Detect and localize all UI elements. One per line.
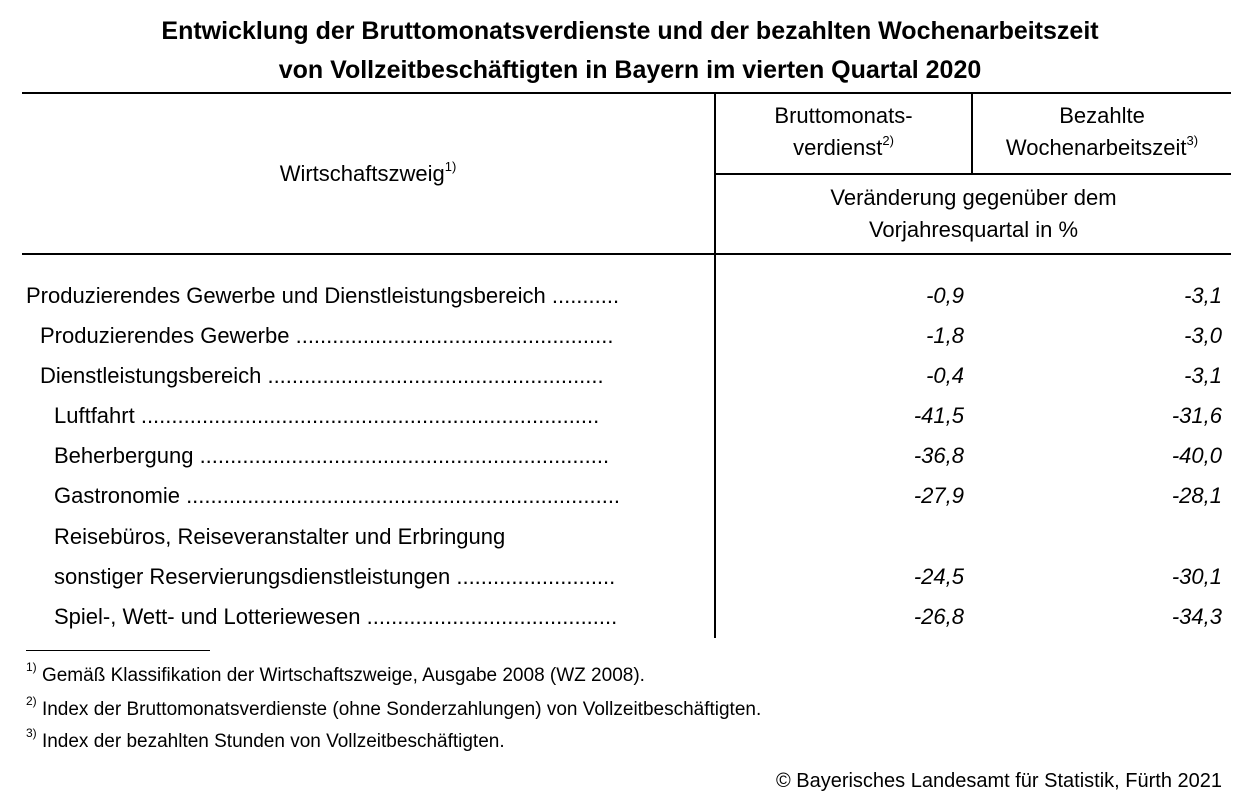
footnote-2 [26,693,762,723]
row-label-text: Dienstleistungsbereich [40,363,262,388]
footnote-ref-3: 3) [1186,132,1199,148]
value-verdienst: -0,9 [926,283,964,308]
row-label [54,476,710,516]
header-col1-line1: Bruttomonats- [774,103,913,128]
value-verdienst: -36,8 [913,443,964,468]
row-label [54,557,710,597]
value-verdienst: -1,8 [926,323,964,348]
leader-dots: ........... [545,283,620,308]
header-sub-line1: Veränderung gegenüber dem [830,185,1117,210]
header-wirtschaftszweig [22,158,714,190]
footnote-text: Index der bezahlten Stunden von Vollzeitbeschäftigten. [41,731,505,752]
table-title [0,12,1260,90]
footnote-mark: 1) [26,659,37,674]
leader-dots: ........................................................................... [134,403,600,428]
title-line-1: Entwicklung der Bruttomonatsverdienste und der bezahlten Wochenarbeitszeit [161,17,1099,45]
table-row [0,476,1260,516]
header-wochenarbeitszeit [973,100,1231,164]
leader-dots: ....................................................... [261,363,604,388]
footnote-ref-2: 2) [882,132,894,148]
row-label-text: Gastronomie [54,483,180,508]
footnote-3 [26,725,505,755]
value-arbeitszeit: -3,0 [1184,323,1222,348]
header-wirtschaftszweig-label: Wirtschaftszweig [279,161,445,186]
title-line-2: von Vollzeitbeschäftigten in Bayern im vierten Quartal 2020 [278,56,982,84]
footnote-text: Index der Bruttomonatsverdienste (ohne Sonderzahlungen) von Vollzeitbeschäftigten. [41,699,762,720]
row-label [54,597,710,637]
value-arbeitszeit: -34,3 [1171,604,1222,629]
copyright-notice: © Bayerisches Landesamt für Statistik, Fürth 2021 [775,770,1222,792]
header-veraenderung [716,182,1231,246]
table-top-rule [22,92,1231,94]
row-label [40,316,710,356]
header-mid-rule [715,173,1231,175]
value-arbeitszeit: -28,1 [1171,483,1222,508]
leader-dots: ......................................... [360,604,618,629]
table-row [0,557,1260,597]
row-label-text: Beherbergung [54,443,194,468]
value-verdienst: -24,5 [913,564,964,589]
value-arbeitszeit: -3,1 [1184,283,1222,308]
footnote-1 [26,659,645,689]
header-col1-line2: verdienst [793,135,883,160]
header-bottom-rule [22,253,1231,255]
row-label-text: Luftfahrt [54,403,135,428]
row-label-text: Spiel-, Wett- und Lotteriewesen [54,604,361,629]
header-col2-line1: Bezahlte [1059,103,1145,128]
leader-dots: .................................................... [289,323,614,348]
footnote-text: Gemäß Klassifikation der Wirtschaftszweige, Ausgabe 2008 (WZ 2008). [41,665,645,686]
leader-dots: ................................................................... [193,443,610,468]
row-label-text: Produzierendes Gewerbe [40,323,290,348]
header-sub-line2: Vorjahresquartal in % [868,217,1079,242]
value-arbeitszeit: -31,6 [1171,403,1222,428]
table-row [0,436,1260,476]
table-row [0,597,1260,637]
row-label-text: Reisebüros, Reiseveranstalter und Erbringung [54,524,506,549]
table-row [0,356,1260,396]
value-verdienst: -41,5 [913,403,964,428]
leader-dots: .......................... [450,564,616,589]
row-label-text: sonstiger Reservierungsdienstleistungen [54,564,451,589]
value-arbeitszeit: -3,1 [1184,363,1222,388]
row-label [54,396,710,436]
table-row [0,276,1260,316]
table-row [0,316,1260,356]
footnote-separator [26,650,210,651]
leader-dots: ....................................................................... [179,483,621,508]
row-label [54,436,710,476]
header-col2-line2: Wochenarbeitszeit [1005,135,1187,160]
value-verdienst: -0,4 [926,363,964,388]
table-row [0,396,1260,436]
header-bruttomonatsverdienst [716,100,971,164]
row-label-text: Produzierendes Gewerbe und Dienstleistungsbereich [26,283,546,308]
value-verdienst: -26,8 [913,604,964,629]
value-verdienst: -27,9 [913,483,964,508]
row-label [26,276,710,316]
footnote-ref-1: 1) [444,158,457,174]
footnote-mark: 3) [26,725,37,740]
row-label [40,356,710,396]
row-label [54,517,710,557]
table-row [0,517,1260,557]
value-arbeitszeit: -30,1 [1171,564,1222,589]
footnote-mark: 2) [26,693,37,708]
value-arbeitszeit: -40,0 [1171,443,1222,468]
